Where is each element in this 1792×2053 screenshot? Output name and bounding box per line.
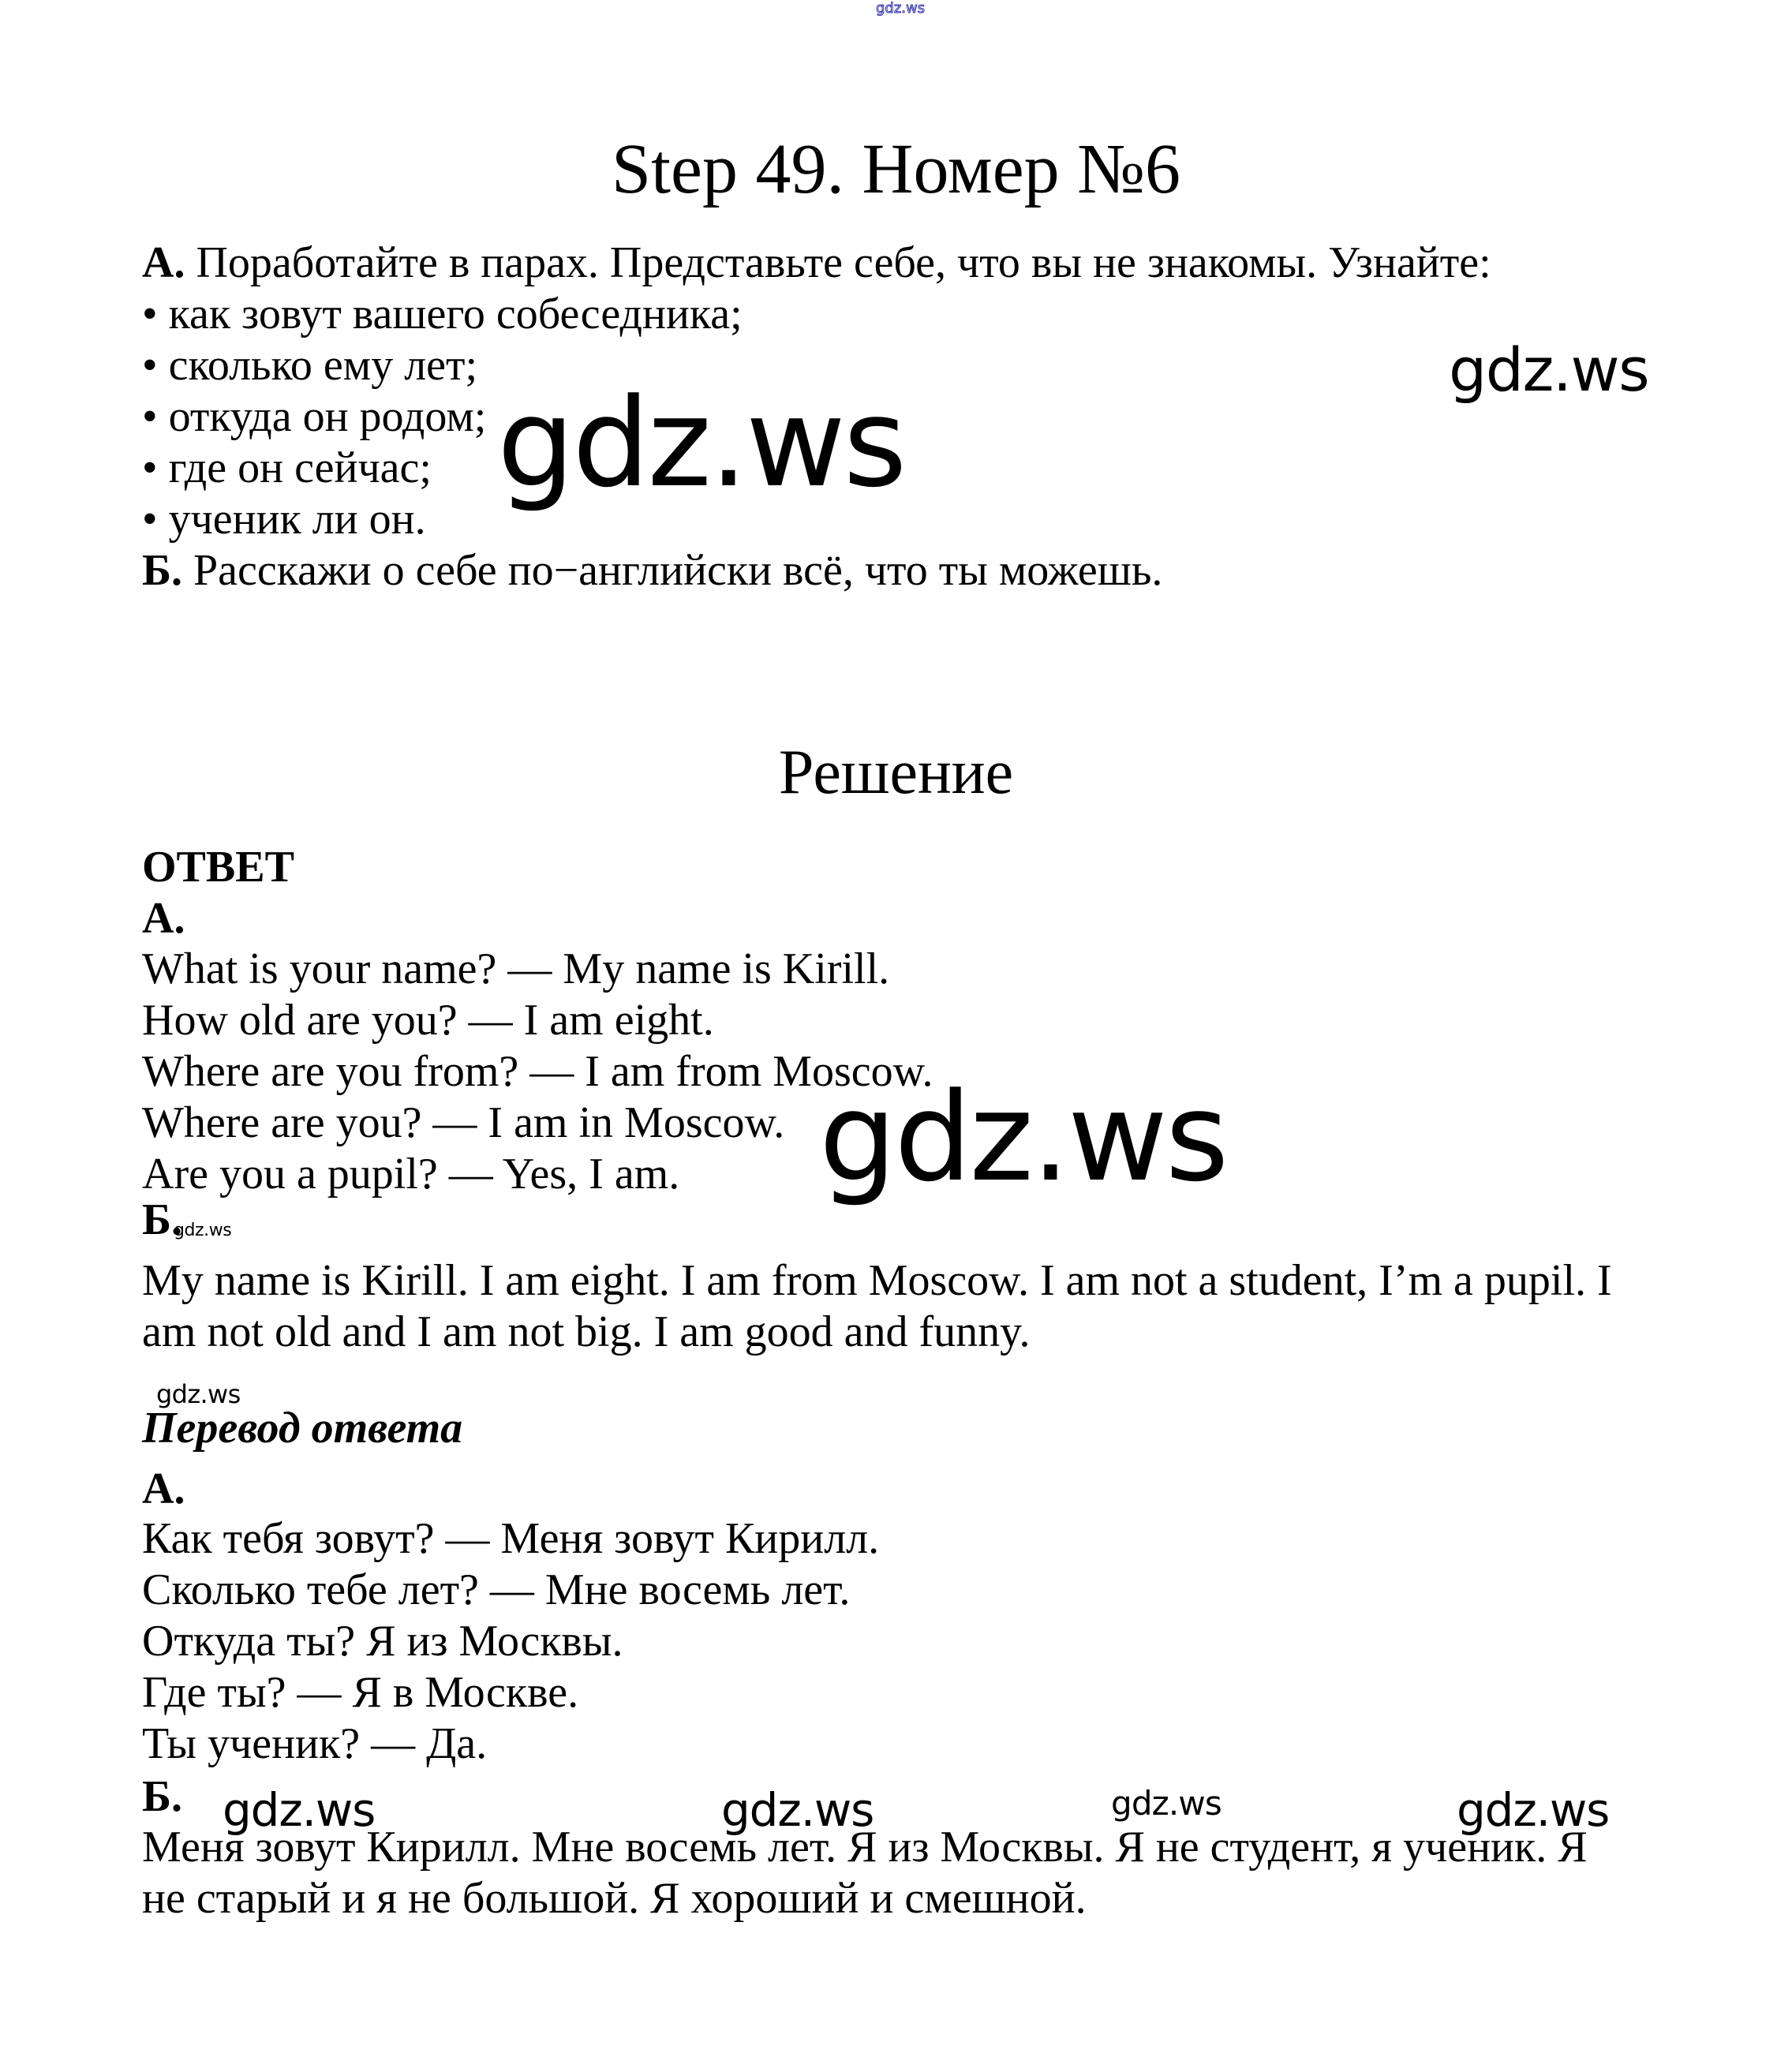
task-bullet: • сколько ему лет; (142, 341, 478, 390)
answer-line: Where are you from? — I am from Moscow. (142, 1047, 933, 1096)
translation-line: Где ты? — Я в Москве. (142, 1668, 579, 1717)
solution-heading: Решение (778, 738, 1014, 807)
task-a-label: А. (142, 238, 185, 287)
answer-line: Are you a pupil? — Yes, I am. (142, 1150, 680, 1199)
answer-line: Where are you? — I am in Moscow. (142, 1098, 785, 1147)
task-a-text: Поработайте в парах. Представьте себе, что вы не знакомы. Узнайте: (185, 238, 1491, 287)
task-b-line (142, 548, 1162, 593)
translation-part-a-label: А. (142, 1464, 185, 1513)
task-a-line (142, 238, 1491, 287)
translation-heading: Перевод ответа (142, 1404, 463, 1453)
translation-b-line: не старый и я не большой. Я хороший и смешной. (142, 1874, 1087, 1923)
task-bullet: • где он сейчас; (142, 443, 432, 492)
answer-line: How old are you? — I am eight. (142, 996, 714, 1045)
watermark-medium: gdz.ws (1449, 335, 1649, 405)
task-b-label: Б. (142, 546, 183, 595)
watermark-large: gdz.ws (497, 372, 905, 514)
answer-b-line: am not old and I am not big. I am good and funny. (142, 1307, 1031, 1356)
answer-label: ОТВЕТ (142, 843, 294, 892)
translation-line: Откуда ты? Я из Москвы. (142, 1617, 623, 1666)
watermark-medium: gdz.ws (1457, 1783, 1610, 1837)
translation-b-line: Меня зовут Кирилл. Мне восемь лет. Я из Москвы. Я не студент, я ученик. Я (142, 1823, 1588, 1872)
translation-line: Сколько тебе лет? — Мне восемь лет. (142, 1565, 851, 1614)
answer-part-b-label: Б. (142, 1195, 183, 1244)
task-bullet: • откуда он родом; (142, 392, 487, 441)
page-title: Step 49. Номер №6 (611, 130, 1181, 208)
watermark-small: gdz.ws (156, 1379, 241, 1409)
watermark-top: gdz.ws (876, 0, 926, 17)
watermark-tiny: gdz.ws (174, 1221, 232, 1240)
watermark-medium: gdz.ws (721, 1783, 874, 1837)
watermark-small: gdz.ws (1111, 1784, 1221, 1823)
answer-line: What is your name? — My name is Kirill. (142, 944, 890, 993)
watermark-large: gdz.ws (819, 1066, 1227, 1209)
answer-part-a-label: А. (142, 894, 185, 943)
answer-b-line: My name is Kirill. I am eight. I am from Moscow. I am not a student, I’m a pupil. I (142, 1256, 1612, 1305)
translation-part-b-label: Б. (142, 1772, 183, 1821)
task-b-text: Расскажи о себе по−английски всё, что ты можешь. (182, 546, 1163, 595)
translation-line: Как тебя зовут? — Меня зовут Кирилл. (142, 1514, 880, 1563)
translation-line: Ты ученик? — Да. (142, 1719, 488, 1768)
task-bullet: • как зовут вашего собеседника; (142, 290, 743, 338)
task-bullet: • ученик ли он. (142, 495, 426, 544)
watermark-medium: gdz.ws (223, 1783, 376, 1837)
